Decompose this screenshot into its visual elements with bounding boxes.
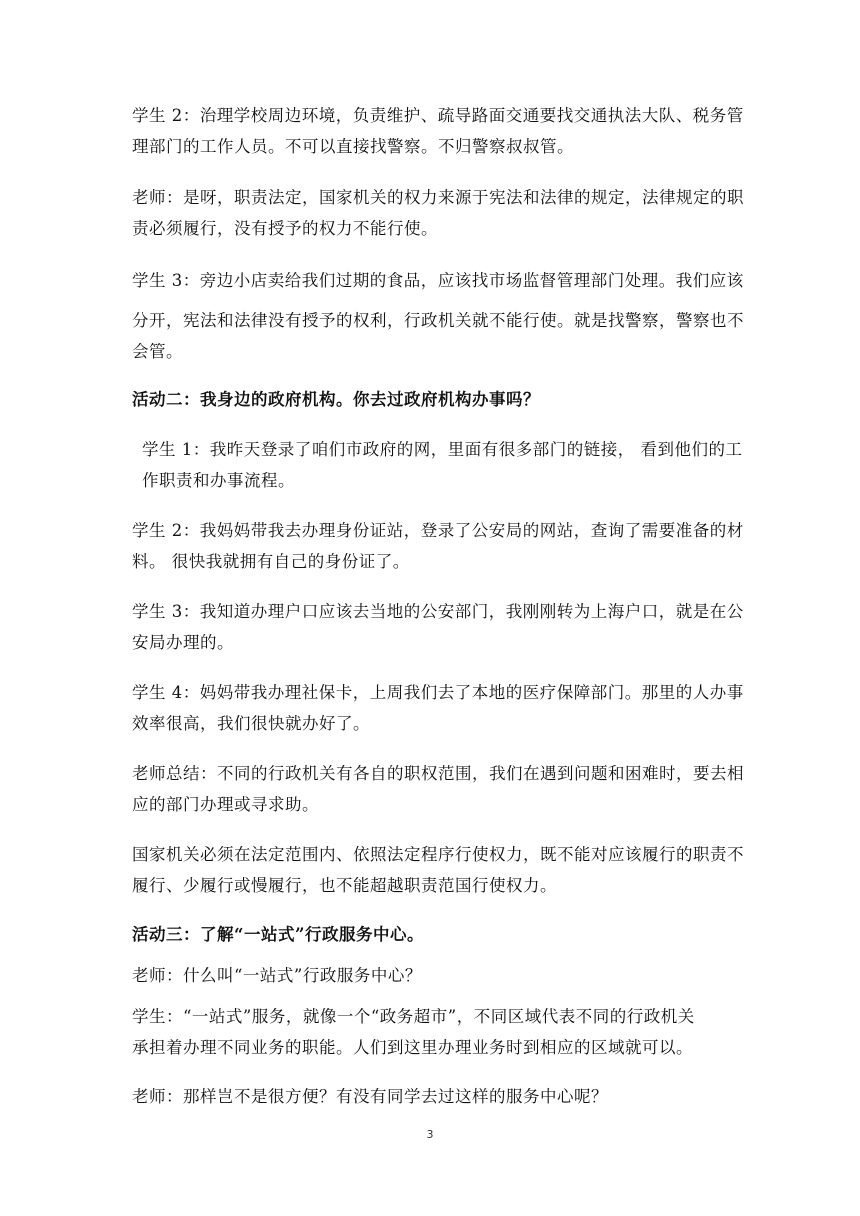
text-line: 学生 2：治理学校周边环境，负责维护、疏导路面交通要找交通执法大队、税务管 (132, 106, 744, 125)
text-line: 承担着办理不同业务的职能。人们到这里办理业务时到相应的区域就可以。 (132, 1038, 693, 1057)
text-line: 老师：是呀，职责法定，国家机关的权力来源于宪法和法律的规定，法律规定的职 (132, 188, 744, 207)
paragraph-teacher-convenient (132, 1081, 738, 1112)
text-line: 老师总结：不同的行政机关有各自的职权范围，我们在遇到问题和困难时，要去相 (132, 764, 744, 783)
text-line: 活动三：了解“一站式”行政服务中心。 (132, 925, 424, 944)
paragraph-student2-environment (132, 100, 744, 162)
paragraph-student3-food (132, 265, 744, 296)
text-line: 老师：什么叫“一站式”行政服务中心？ (132, 966, 422, 985)
text-line: 学生 4：妈妈带我办理社保卡，上周我们去了本地的医疗保障部门。那里的人办事 (132, 683, 744, 702)
text-line: 应的部门办理或寻求助。 (132, 795, 319, 814)
paragraph-student2-idcard (132, 515, 744, 577)
paragraph-student1-website (132, 434, 748, 496)
paragraph-teacher-summary (132, 758, 744, 820)
paragraph-state-organs (132, 839, 744, 901)
text-line: 学生 2：我妈妈带我去办理身份证站，登录了公安局的网站，查询了需要准备的材 (132, 521, 744, 540)
text-line: 责必须履行，没有授予的权力不能行使。 (132, 219, 438, 238)
text-line: 分开，宪法和法律没有授予的权利，行政机关就不能行使。就是找警察，警察也不 (132, 311, 744, 330)
text-line: 学生：“一站式”服务，就像一个“政务超市”，不同区域代表不同的行政机关 (132, 1007, 695, 1026)
text-line: 学生 3：我知道办理户口应该去当地的公安部门，我刚刚转为上海户口，就是在公 (132, 602, 744, 621)
heading-activity-three (132, 919, 738, 950)
text-line: 料。 很快我就拥有自己的身份证了。 (132, 552, 410, 571)
text-line: 履行、少履行或慢履行，也不能超越职责范国行使权力。 (132, 876, 557, 895)
text-line: 学生 1：我昨天登录了咱们市政府的网，里面有很多部门的链接， 看到他们的工 (142, 440, 743, 459)
paragraph-student3-hukou (132, 596, 744, 658)
text-line: 国家机关必须在法定范围内、依照法定程序行使权力，既不能对应该履行的职责不 (132, 845, 744, 864)
text-line: 安局办理的。 (132, 633, 234, 652)
text-line: 效率很高，我们很快就办好了。 (132, 714, 370, 733)
text-line: 作职责和办事流程。 (142, 471, 295, 490)
paragraph-teacher-duties (132, 182, 744, 244)
paragraph-separate (132, 305, 744, 367)
text-line: 活动二：我身边的政府机构。你去过政府机构办事吗？ (132, 390, 540, 409)
paragraph-teacher-question (132, 960, 738, 991)
text-line: 会管。 (132, 342, 183, 361)
text-line: 老师：那样岂不是很方便？有没有同学去过这样的服务中心呢？ (132, 1087, 608, 1106)
paragraph-student4-social-card (132, 677, 744, 739)
page-number: 3 (426, 1128, 434, 1141)
paragraph-student-one-stop (132, 1001, 738, 1063)
text-line: 理部门的工作人员。不可以直接找警察。不归警察叔叔管。 (132, 137, 574, 156)
text-line: 学生 3：旁边小店卖给我们过期的食品，应该找市场监督管理部门处理。我们应该 (132, 271, 744, 290)
heading-activity-two (132, 384, 738, 415)
